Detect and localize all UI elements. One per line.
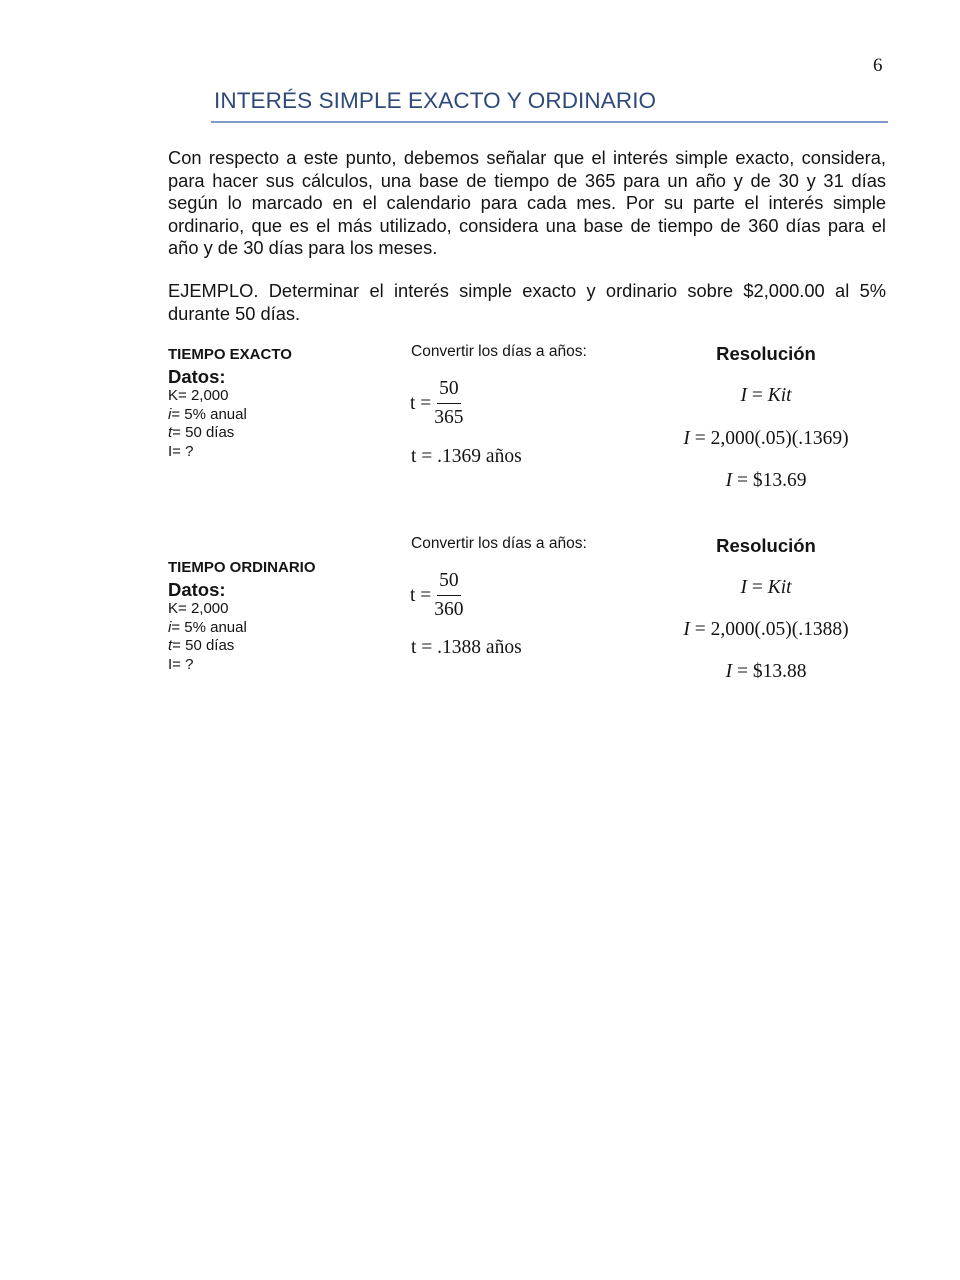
given-var: K xyxy=(168,600,179,617)
given-var: t xyxy=(168,637,173,655)
title-underline xyxy=(211,121,888,123)
given-item xyxy=(168,387,247,406)
ordinario-convert-label: Convertir los días a años: xyxy=(411,535,587,552)
math-lhs: I xyxy=(725,661,733,682)
fraction-lhs: t = xyxy=(410,392,432,414)
section-title: INTERÉS SIMPLE EXACTO Y ORDINARIO xyxy=(214,88,657,113)
ordinario-heading: TIEMPO ORDINARIO xyxy=(168,559,316,576)
given-item xyxy=(168,619,247,638)
exacto-formula: I = Kit xyxy=(740,385,792,406)
given-value: = 5% anual xyxy=(171,618,247,636)
given-value: = 50 días xyxy=(172,424,235,442)
ordinario-resolucion-label: Resolución xyxy=(716,535,816,556)
given-value: = 50 días xyxy=(172,637,235,655)
math-rhs: 2,000(.05)(.1388) xyxy=(710,619,849,640)
given-item xyxy=(168,443,247,462)
given-value: = 2,000 xyxy=(178,600,229,617)
math-rhs: $13.69 xyxy=(752,470,807,491)
given-var: i xyxy=(168,618,172,636)
exacto-datos-label: Datos: xyxy=(168,366,226,387)
fraction-stack xyxy=(434,570,463,621)
ordinario-formula: I = Kit xyxy=(740,577,792,598)
given-value: = ? xyxy=(172,655,194,673)
ordinario-substitution: I = 2,000(.05)(.1388) xyxy=(683,619,849,640)
fraction-numerator: 50 xyxy=(437,378,461,404)
given-var: I xyxy=(168,442,173,460)
exacto-given-list xyxy=(168,387,247,461)
math-rhs: $13.88 xyxy=(752,661,807,682)
exacto-t-result: t = .1369 años xyxy=(411,446,522,467)
math-lhs: I xyxy=(740,385,747,406)
given-var: t xyxy=(168,424,173,442)
ordinario-fraction xyxy=(410,570,464,621)
exacto-result: I = $13.69 xyxy=(725,470,807,491)
fraction-lhs: t = xyxy=(410,584,432,606)
math-rhs: 2,000(.05)(.1369) xyxy=(710,428,849,449)
given-var: K xyxy=(168,387,179,404)
math-lhs: I xyxy=(740,577,747,598)
given-value: = 5% anual xyxy=(171,405,247,423)
ordinario-result: I = $13.88 xyxy=(725,661,807,682)
math-lhs: I xyxy=(683,619,690,640)
ordinario-given-list xyxy=(168,600,247,674)
given-var: i xyxy=(168,405,172,423)
example-paragraph: EJEMPLO. Determinar el interés simple exacto y ordinario sobre $2,000.00 al 5% durante 50 días. xyxy=(168,280,886,324)
exacto-convert-label: Convertir los días a años: xyxy=(411,343,587,360)
fraction-denominator: 360 xyxy=(434,599,464,620)
exacto-heading: TIEMPO EXACTO xyxy=(168,346,292,363)
given-value: = 2,000 xyxy=(178,387,229,404)
given-item xyxy=(168,656,247,675)
given-item xyxy=(168,424,247,443)
page-number: 6 xyxy=(873,55,883,76)
given-item xyxy=(168,637,247,656)
exacto-substitution: I = 2,000(.05)(.1369) xyxy=(683,428,849,449)
given-item xyxy=(168,406,247,425)
math-lhs: I xyxy=(683,428,690,449)
math-rhs: Kit xyxy=(767,385,792,406)
given-value: = ? xyxy=(172,442,194,460)
fraction-stack xyxy=(434,378,463,429)
exacto-fraction xyxy=(410,378,464,429)
math-lhs: I xyxy=(725,470,733,491)
fraction-numerator: 50 xyxy=(437,570,461,596)
intro-paragraph: Con respecto a este punto, debemos señalar que el interés simple exacto, considera, para hacer sus cálculos, una base de tiempo de 365 para un año y de 30 y 31 días según lo marcado en el calendario para cada mes. Por su parte el interés simple ordinario, que es el más utilizado, considera una base de tiempo de 360 días para el año y de 30 días para los meses. xyxy=(168,147,886,259)
math-rhs: Kit xyxy=(767,577,792,598)
ordinario-datos-label: Datos: xyxy=(168,579,226,600)
given-var: I xyxy=(168,655,173,673)
given-item xyxy=(168,600,247,619)
fraction-denominator: 365 xyxy=(434,407,464,428)
ordinario-t-result: t = .1388 años xyxy=(411,637,522,658)
exacto-resolucion-label: Resolución xyxy=(716,343,816,364)
